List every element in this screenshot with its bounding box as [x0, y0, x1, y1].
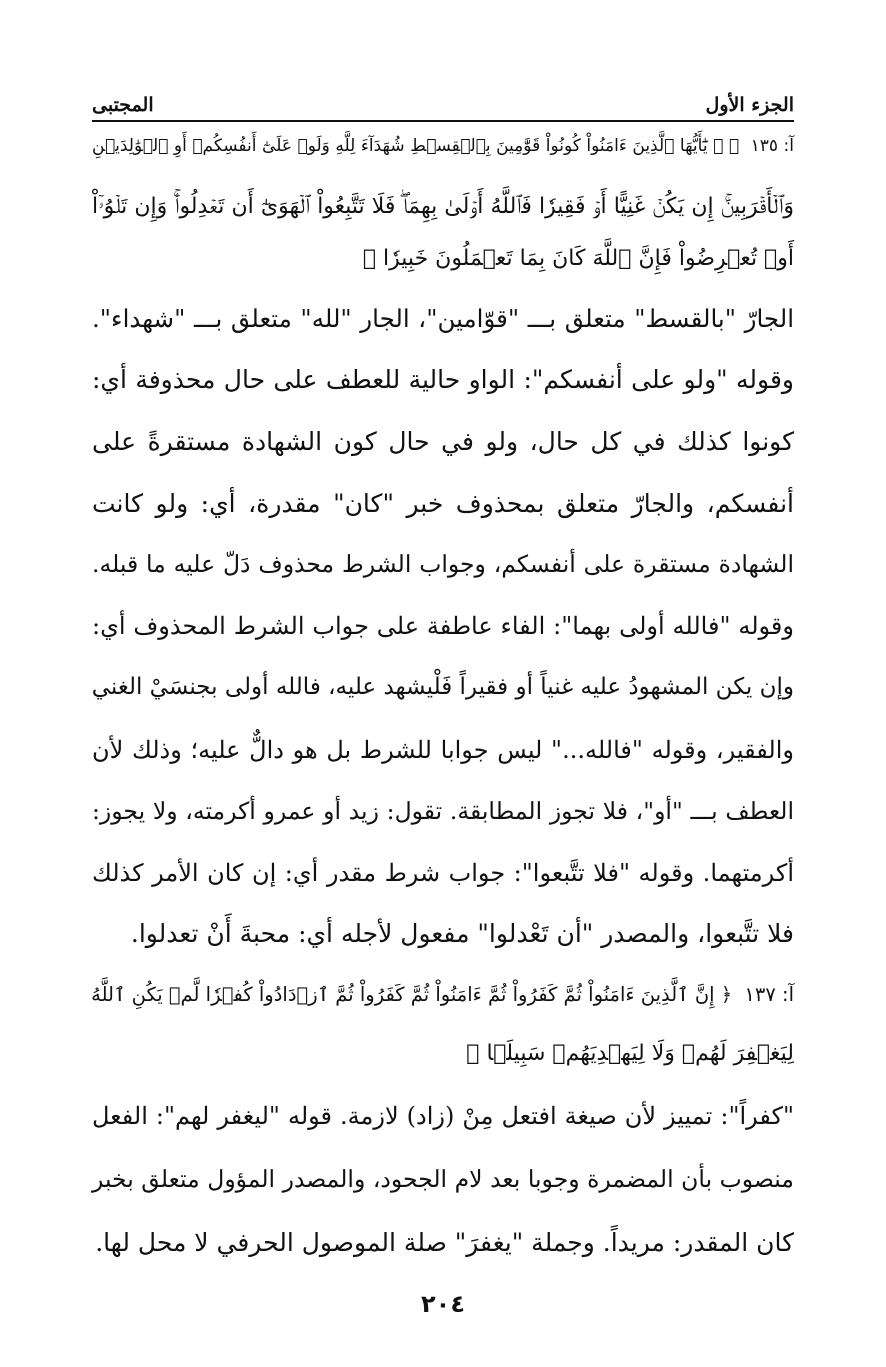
commentary-135-line-8: والفقير، وقوله "فالله..." ليس جوابا للشرط بل هو دالٌّ عليه؛ وذلك لأن [92, 736, 794, 764]
header-rule [92, 120, 794, 122]
commentary-135-line-4: أنفسكم، والجارّ متعلق بمحذوف خبر "كان" مقدرة، أي: ولو كانت [92, 489, 794, 518]
book-title: المجتبى [92, 94, 154, 116]
verse-135-text: ﴿ ۞ يَٰٓأَيُّهَا ٱلَّذِينَ ءَامَنُواْ كُونُواْ قَوَّٰمِينَ بِٱلۡقِسۡطِ شُهَدَآءَ لِلَّهِ وَلَوۡ عَلَىٰٓ أَنفُسِكُمۡ أَوِ ٱلۡوَٰلِدَيۡنِ [92, 136, 740, 156]
verse-135-line-1 [92, 138, 794, 155]
commentary-135-line-10: أكرمتهما. وقوله "فلا تتَّبعوا": جواب شرط مقدر أي: إن كان الأمر كذلك [92, 859, 794, 887]
part-title: الجزء الأول [705, 94, 794, 116]
verse-135-number: آ: ١٣٥ [750, 136, 795, 156]
verse-137-text: ﴿ إِنَّ ٱلَّذِينَ ءَامَنُواْ ثُمَّ كَفَرُواْ ثُمَّ ءَامَنُواْ ثُمَّ كَفَرُواْ ثُمَّ ٱزۡدَادُواْ كُفۡرٗا لَّمۡ يَكُنِ ٱللَّهُ [91, 983, 733, 1006]
commentary-135-line-7: وإن يكن المشهودُ عليه غنياً أو فقيراً فَلْيشهد عليه، فالله أولى بجنسَيْ الغني [91, 674, 794, 700]
commentary-135-line-1: الجارّ "بالقسط" متعلق بـــ "قوّامين"، الجار "لله" متعلق بـــ "شهداء". [92, 304, 794, 333]
commentary-135-line-9: العطف بـــ "أو"، فلا تجوز المطابقة. تقول: زيد أو عمرو أكرمته، ولا يجوز: [92, 797, 794, 825]
commentary-137-line-1: "كفراً": تمييز لأن صيغة افتعل مِنْ (زاد) لازمة. قوله "ليغفر لهم": الفعل [92, 1102, 794, 1130]
verse-137-line-1 [92, 985, 794, 1005]
commentary-137-line-2: منصوب بأن المضمرة وجوبا بعد لام الجحود، والمصدر المؤول متعلق بخبر [92, 1165, 794, 1193]
commentary-137-line-3: كان المقدر: مريداً. وجملة "يغفرَ" صلة الموصول الحرفي لا محل لها. [95, 1228, 794, 1257]
running-header [92, 90, 794, 116]
verse-135-line-3: أَوۡ تُعۡرِضُواْ فَإِنَّ ٱللَّهَ كَانَ بِمَا تَعۡمَلُونَ خَبِيرٗا ﴾ [362, 246, 794, 271]
commentary-135-line-5: الشهادة مستقرة على أنفسكم، وجواب الشرط محذوف دَلّ عليه ما قبله. [92, 550, 794, 578]
verse-137-number: آ: ١٣٧ [744, 983, 794, 1006]
verse-135-line-2: وَٱلۡأَقۡرَبِينَۚ إِن يَكُنۡ غَنِيًّا أَوۡ فَقِيرٗا فَٱللَّهُ أَوۡلَىٰ بِهِمَاۖ فَلَا تَتَّبِعُواْ ٱلۡهَوَىٰٓ أَن تَعۡدِلُواْۚ وَإِن تَلۡوُۥٓاْ [92, 194, 794, 219]
commentary-135-line-6: وقوله "فالله أولى بهما": الفاء عاطفة على جواب الشرط المحذوف أي: [92, 612, 794, 640]
commentary-135-line-11: فلا تتَّبعوا، والمصدر "أن تَعْدلوا" مفعول لأجله أي: محبةَ أَنْ تعدلوا. [130, 919, 794, 948]
verse-137-line-2: لِيَغۡفِرَ لَهُمۡ وَلَا لِيَهۡدِيَهُمۡ سَبِيلَۢا ﴾ [466, 1041, 794, 1066]
page-number: ٢٠٤ [421, 1290, 465, 1318]
commentary-135-line-3: كونوا كذلك في كل حال، ولو في حال كون الشهادة مستقرةً على [92, 427, 794, 456]
commentary-135-line-2: وقوله "ولو على أنفسكم": الواو حالية للعطف على حال محذوفة أي: [92, 365, 794, 394]
